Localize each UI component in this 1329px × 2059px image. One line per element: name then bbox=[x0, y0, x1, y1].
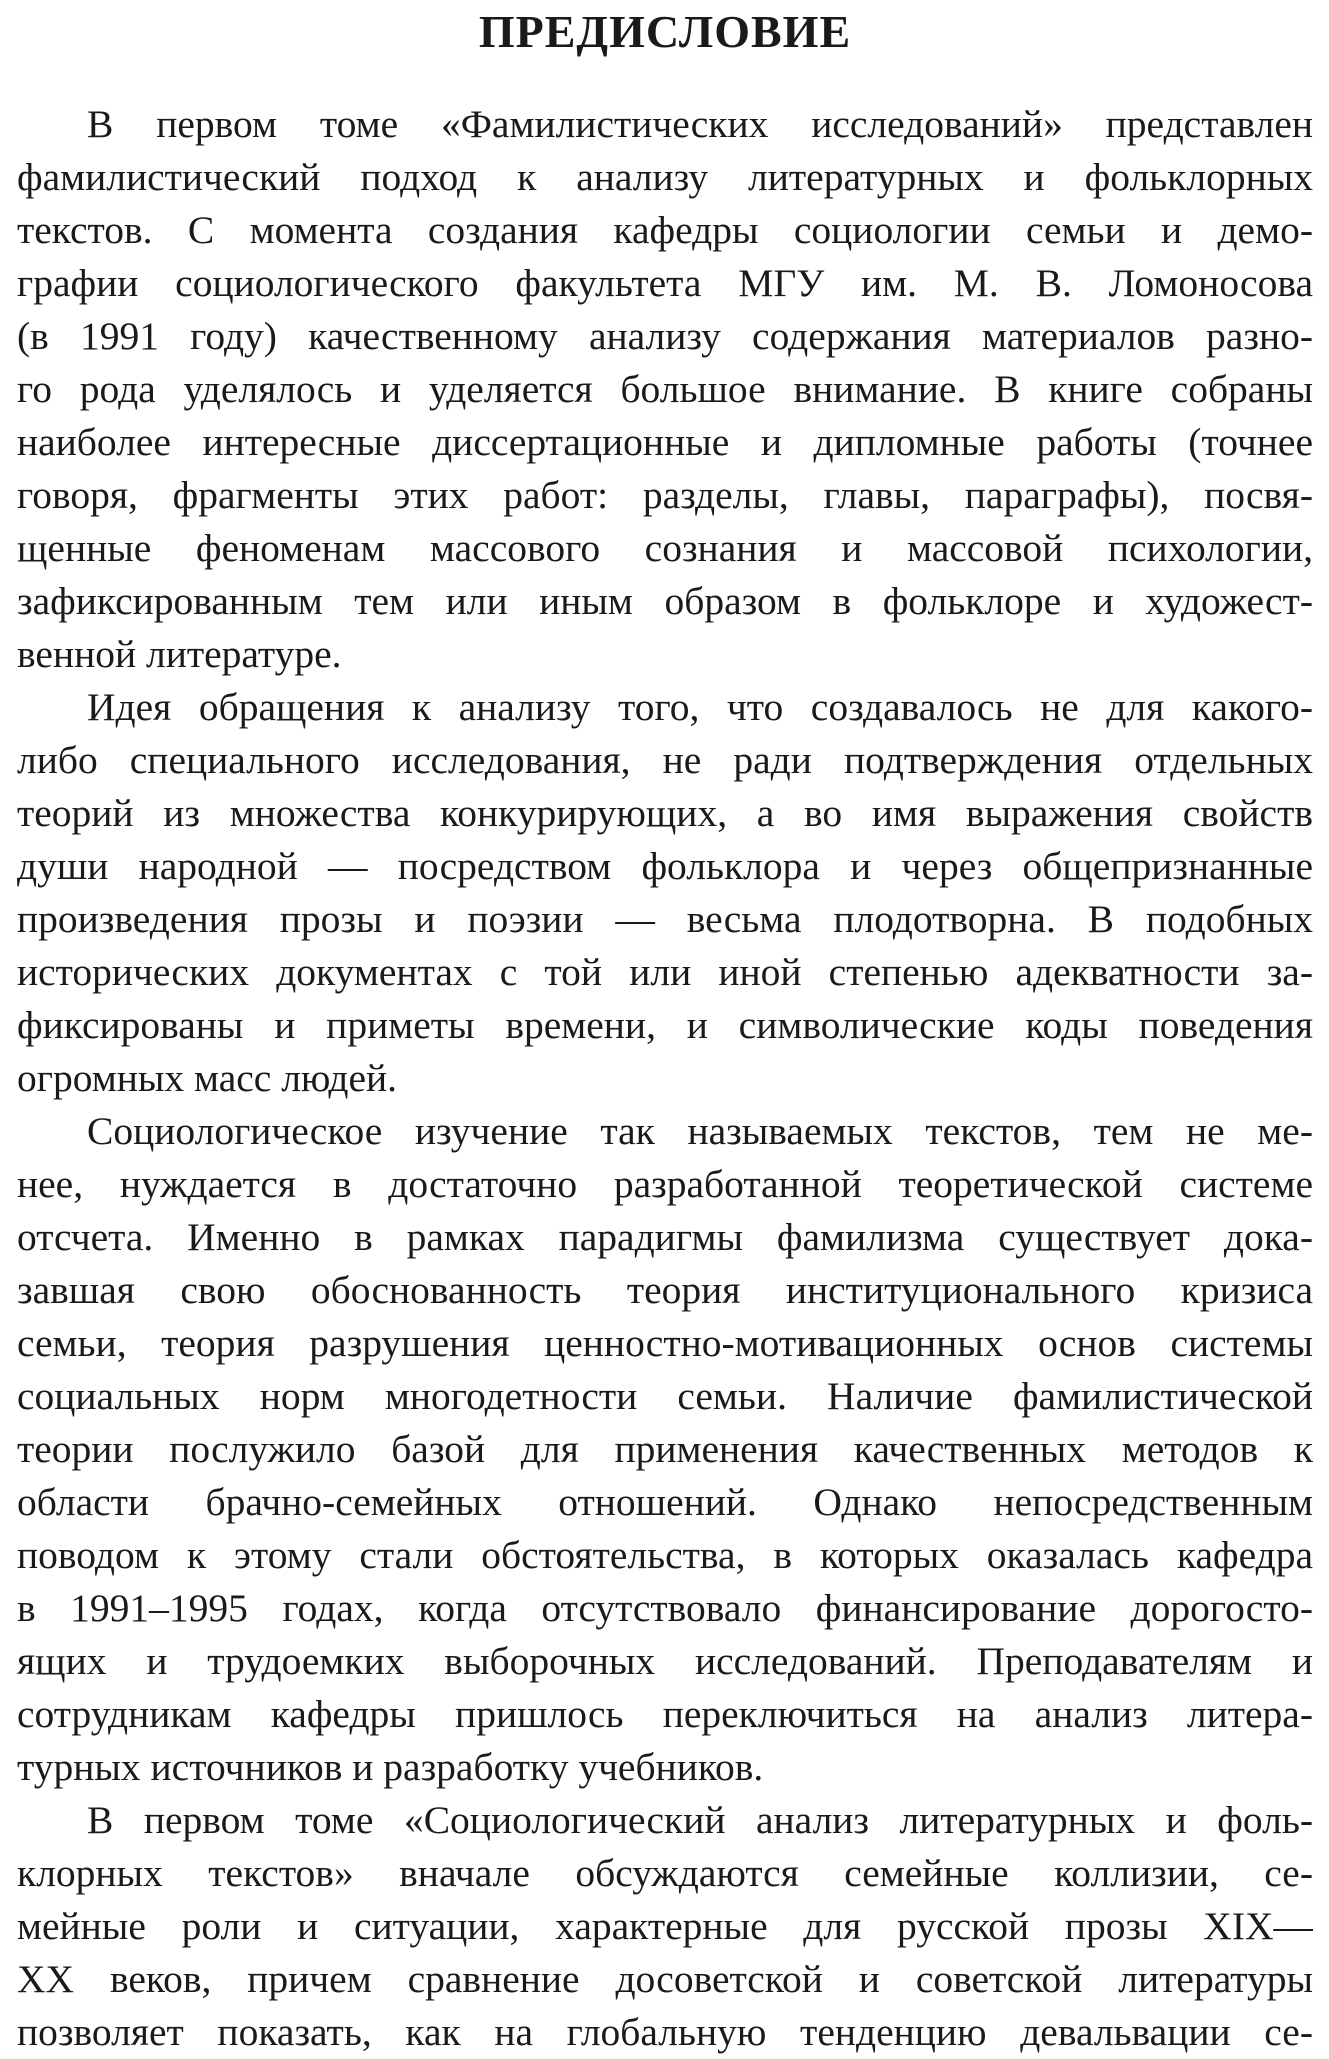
text-line: позволяет показать, как на глобальную тенденцию девальвации се- bbox=[17, 2010, 1313, 2054]
text-line: XX веков, причем сравнение досоветской и советской литературы bbox=[17, 1957, 1313, 2001]
text-line: нее, нуждается в достаточно разработанной теоретической системе bbox=[17, 1162, 1313, 1206]
text-line: семьи, теория разрушения ценностно-мотивационных основ системы bbox=[17, 1321, 1313, 1365]
text-line: фамилистический подход к анализу литературных и фольклорных bbox=[17, 155, 1313, 199]
text-line: го рода уделялось и уделяется большое внимание. В книге собраны bbox=[17, 367, 1313, 411]
text-line: Идея обращения к анализу того, что создавалось не для какого- bbox=[87, 685, 1313, 729]
text-line: турных источников и разработку учебников. bbox=[17, 1745, 764, 1789]
text-line: фиксированы и приметы времени, и символические коды поведения bbox=[17, 1003, 1313, 1047]
text-line: социальных норм многодетности семьи. Наличие фамилистической bbox=[17, 1374, 1313, 1418]
text-line: произведения прозы и поэзии — весьма плодотворна. В подобных bbox=[17, 897, 1313, 941]
text-line: зафиксированным тем или иным образом в фольклоре и художест- bbox=[17, 579, 1313, 623]
text-line: отсчета. Именно в рамках парадигмы фамилизма существует дока- bbox=[17, 1215, 1313, 1259]
preface-body bbox=[17, 98, 1313, 2059]
text-line: Социологическое изучение так называемых текстов, тем не ме- bbox=[87, 1109, 1313, 1153]
text-line: говоря, фрагменты этих работ: разделы, главы, параграфы), посвя- bbox=[17, 473, 1313, 517]
text-line: теории послужило базой для применения качественных методов к bbox=[17, 1427, 1313, 1471]
text-line: венной литературе. bbox=[17, 632, 342, 676]
text-line: мейные роли и ситуации, характерные для русской прозы XIX— bbox=[17, 1904, 1313, 1948]
text-line: теорий из множества конкурирующих, а во имя выражения свойств bbox=[17, 791, 1313, 835]
text-line: поводом к этому стали обстоятельства, в которых оказалась кафедра bbox=[17, 1533, 1313, 1577]
text-line: щенные феноменам массового сознания и массовой психологии, bbox=[17, 526, 1313, 570]
document-page bbox=[17, 0, 1313, 2059]
text-line: завшая свою обоснованность теория институционального кризиса bbox=[17, 1268, 1313, 1312]
text-line: ящих и трудоемких выборочных исследований. Преподавателям и bbox=[17, 1639, 1313, 1683]
text-line: огромных масс людей. bbox=[17, 1056, 398, 1100]
text-line: текстов. С момента создания кафедры социологии семьи и демо- bbox=[17, 208, 1313, 252]
text-line: клорных текстов» вначале обсуждаются семейные коллизии, се- bbox=[17, 1851, 1313, 1895]
page-title: ПРЕДИСЛОВИЕ bbox=[478, 6, 852, 57]
text-line: В первом томе «Социологический анализ литературных и фоль- bbox=[87, 1798, 1313, 1842]
text-line: либо специального исследования, не ради подтверждения отдельных bbox=[17, 738, 1313, 782]
text-line: души народной — посредством фольклора и через общепризнанные bbox=[17, 844, 1313, 888]
text-line: В первом томе «Фамилистических исследований» представлен bbox=[87, 102, 1313, 146]
text-line: наиболее интересные диссертационные и дипломные работы (точнее bbox=[17, 420, 1313, 464]
text-line: графии социологического факультета МГУ им. М. В. Ломоносова bbox=[17, 261, 1313, 305]
text-line: в 1991–1995 годах, когда отсутствовало финансирование дорогосто- bbox=[17, 1586, 1313, 1630]
text-line: области брачно-семейных отношений. Однако непосредственным bbox=[17, 1480, 1313, 1524]
text-line: исторических документах с той или иной степенью адекватности за- bbox=[17, 950, 1313, 994]
text-line: сотрудникам кафедры пришлось переключиться на анализ литера- bbox=[17, 1692, 1313, 1736]
text-line: (в 1991 году) качественному анализу содержания материалов разно- bbox=[17, 314, 1313, 358]
